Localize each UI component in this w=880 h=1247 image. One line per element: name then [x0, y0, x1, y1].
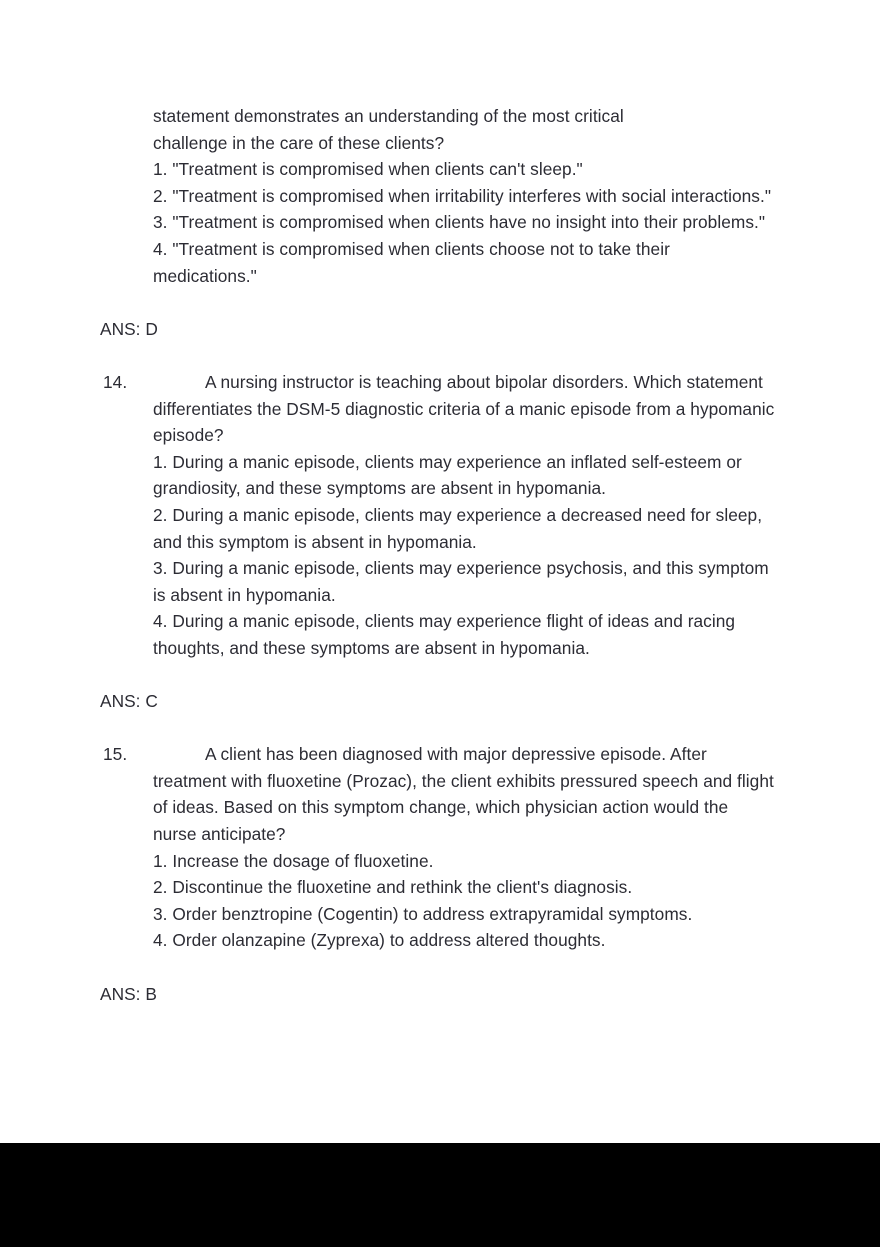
- question-number-15: 15.: [103, 744, 128, 765]
- option-item: 4. During a manic episode, clients may experience flight of ideas and racing thoughts, and these symptoms are absent in hypomania.: [153, 611, 736, 658]
- option-item: 1. During a manic episode, clients may experience an inflated self-esteem or grandiosity, and these symptoms are absent in hypomania.: [153, 451, 742, 499]
- question-block-14: [0, 369, 880, 662]
- block-spacer: [0, 289, 880, 316]
- option-item: 3. "Treatment is compromised when clients have no insight into their problems.": [153, 212, 766, 233]
- block-spacer: [0, 715, 880, 742]
- question-block-15: [0, 741, 880, 954]
- bottom-black-band: [0, 1143, 880, 1247]
- option-item: 3. Order benztropine (Cogentin) to address extrapyramidal symptoms.: [153, 903, 693, 924]
- question-stem-continuation-line-1: statement demonstrates an understanding of the most critical: [153, 106, 624, 126]
- question-stem-text: A client has been diagnosed with major depressive episode. After treatment with fluoxetine (Prozac), the client exhibits pressured speech and flight of ideas. Based on this symptom change, which physician action would the nurse anticipate?: [153, 744, 774, 845]
- answer-line: ANS: B: [100, 983, 157, 1004]
- option-item: 2. Discontinue the fluoxetine and rethink the client's diagnosis.: [153, 877, 633, 898]
- answer-line: ANS: C: [100, 691, 158, 712]
- option-item: 4. Order olanzapine (Zyprexa) to address altered thoughts.: [153, 930, 606, 951]
- option-item: 1. Increase the dosage of fluoxetine.: [153, 850, 434, 871]
- block-spacer: [0, 661, 880, 688]
- block-spacer: [0, 342, 880, 369]
- question-number-14: 14.: [103, 371, 128, 392]
- option-item: 1. "Treatment is compromised when clients can't sleep.": [153, 159, 583, 180]
- question-stem-15: [0, 741, 880, 847]
- question-block-partial: [0, 103, 880, 289]
- page-content: [0, 103, 880, 1007]
- option-item: 3. During a manic episode, clients may experience psychosis, and this symptom is absent in hypomania.: [153, 558, 769, 605]
- question-stem-continuation-line-2: challenge in the care of these clients?: [153, 132, 445, 153]
- block-spacer: [0, 954, 880, 981]
- question-stem-14: [0, 369, 880, 449]
- question-stem-text: A nursing instructor is teaching about bipolar disorders. Which statement differentiates the DSM-5 diagnostic criteria of a manic episode from a hypomanic episode?: [153, 371, 775, 446]
- option-item: 2. During a manic episode, clients may experience a decreased need for sleep, and this symptom is absent in hypomania.: [153, 504, 763, 552]
- option-item: 4. "Treatment is compromised when clients choose not to take their medications.": [153, 238, 670, 286]
- answer-line: ANS: D: [100, 318, 158, 339]
- option-item: 2. "Treatment is compromised when irritability interferes with social interactions.": [153, 185, 772, 206]
